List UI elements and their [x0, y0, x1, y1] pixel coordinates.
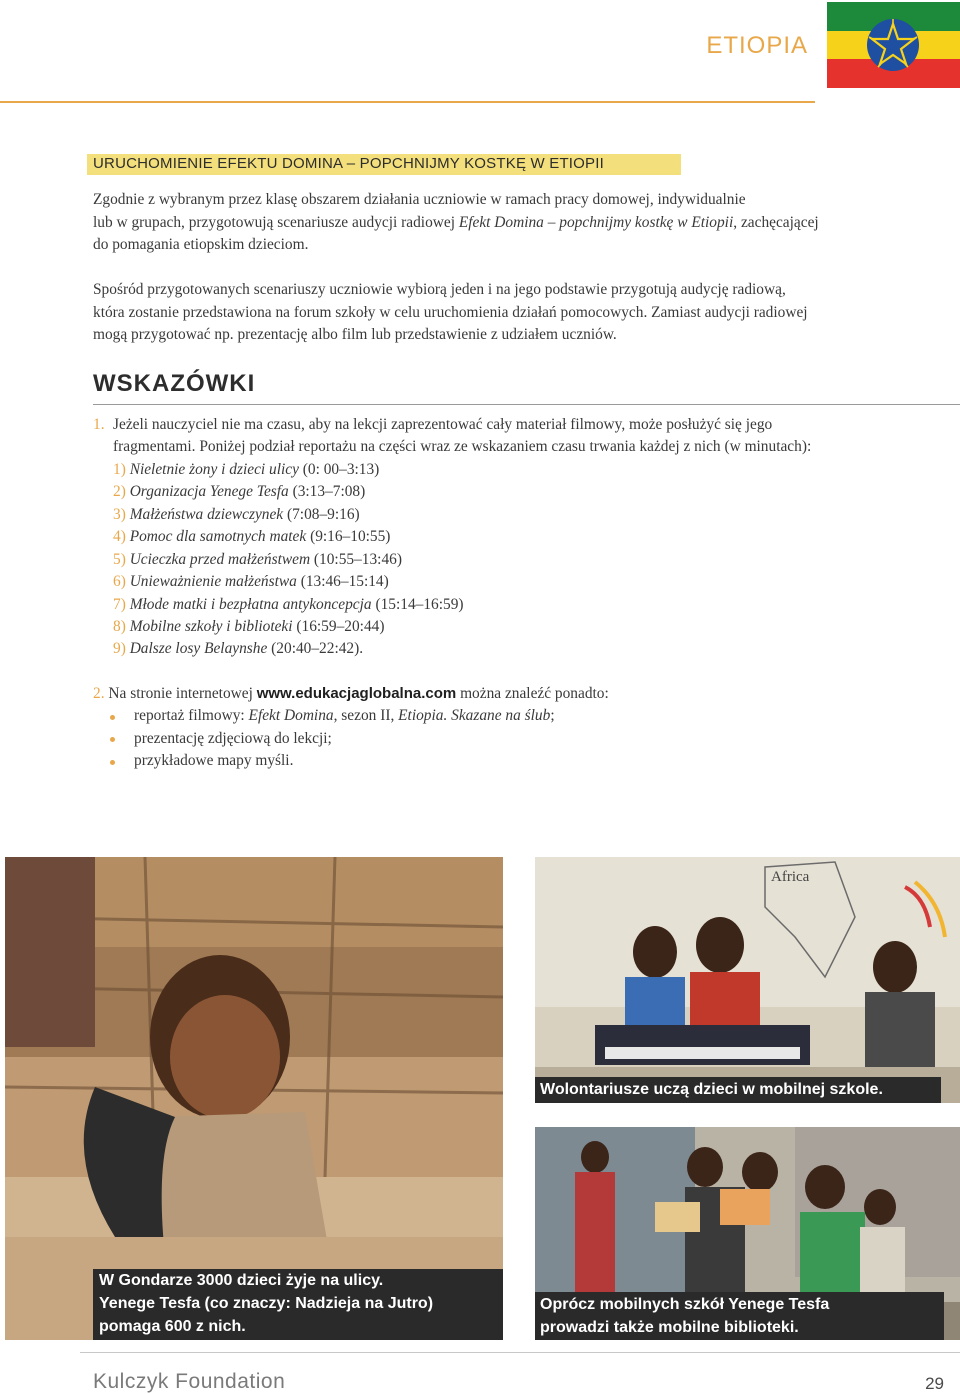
bullet-icon: [110, 715, 115, 720]
resource-item: prezentację zdjęciową do lekcji;: [134, 730, 332, 747]
photo-mobile-library: [535, 1127, 960, 1340]
film-part-item: 9) Dalsze losy Belaynshe (20:40–22:42).: [113, 640, 364, 657]
country-title: ETIOPIA: [706, 32, 808, 59]
intro-paragraph: Zgodnie z wybranym przez klasę obszarem działania uczniowie w ramach pracy domowej, indywidualnie lub w grupach, przygotowują scenariusze audycji radiowej Efekt Domina – popchnijmy kostkę w Etiopii, zachęcającej do pomagania etiopskim dzieciom.: [93, 191, 819, 254]
film-part-item: 4) Pomoc dla samotnych matek (9:16–10:55): [113, 528, 391, 545]
caption-mobile-library: Oprócz mobilnych szkół Yenege Tesfa prowadzi także mobilne biblioteki.: [535, 1292, 944, 1340]
scenario-paragraph: Spośród przygotowanych scenariuszy uczniowie wybiorą jeden i na jego podstawie przygotują audycję radiową, która zostanie przedstawiona na forum szkoły w celu uruchomienia działań pomocowych. Zamiast audycji radiowej mogą przygotować np. prezentację albo film lub przedstawienie z udziałem uczniów.: [93, 281, 808, 344]
photo-street-child: [5, 857, 503, 1340]
footer-brand: Kulczyk Foundation: [93, 1370, 286, 1393]
resource-item: reportaż filmowy: Efekt Domina, sezon II, Etiopia. Skazane na ślub;: [134, 707, 555, 724]
page-number: 29: [925, 1374, 944, 1393]
caption-street-children: W Gondarze 3000 dzieci żyje na ulicy. Yenege Tesfa (co znaczy: Nadzieja na Jutro) pomaga 600 z nich.: [93, 1269, 503, 1340]
tip-number-1: 1.: [93, 416, 105, 433]
tip-1-line-1: Jeżeli nauczyciel nie ma czasu, aby na lekcji zaprezentować cały materiał filmowy, może posłużyć się jego: [113, 416, 773, 433]
film-part-item: 5) Ucieczka przed małżeństwem (10:55–13:46): [113, 551, 402, 568]
footer-divider: [80, 1352, 960, 1353]
header-divider: [0, 101, 815, 103]
section-title: URUCHOMIENIE EFEKTU DOMINA – POPCHNIJMY KOSTKĘ W ETIOPII: [93, 155, 604, 172]
bullet-icon: [110, 737, 115, 742]
bullet-icon: [110, 760, 115, 765]
film-part-item: 8) Mobilne szkoły i biblioteki (16:59–20:44): [113, 618, 385, 635]
caption-mobile-school: Wolontariusze uczą dzieci w mobilnej szkole.: [535, 1077, 941, 1103]
resource-item: przykładowe mapy myśli.: [134, 752, 294, 769]
photo-mobile-school: [535, 857, 960, 1103]
film-part-item: 3) Małżeństwa dziewczynek (7:08–9:16): [113, 506, 360, 523]
map-label-africa: Africa: [771, 869, 810, 885]
tip-2-intro: 2. Na stronie internetowej www.edukacjaglobalna.com można znaleźć ponadto:: [93, 685, 609, 702]
film-part-item: 6) Unieważnienie małżeństwa (13:46–15:14): [113, 573, 389, 590]
ethiopia-flag-icon: [827, 2, 960, 88]
tip-1-line-2: fragmentami. Poniżej podział reportażu na części wraz ze wskazaniem czasu trwania każdej z nich (w minutach):: [113, 438, 812, 455]
website-link[interactable]: www.edukacjaglobalna.com: [256, 685, 457, 702]
film-part-item: 7) Młode matki i bezpłatna antykoncepcja (15:14–16:59): [113, 596, 464, 613]
film-part-item: 1) Nieletnie żony i dzieci ulicy (0: 00–3:13): [113, 461, 380, 478]
tips-heading: WSKAZÓWKI: [93, 370, 256, 397]
tips-divider: [93, 404, 960, 405]
film-part-item: 2) Organizacja Yenege Tesfa (3:13–7:08): [113, 483, 366, 500]
